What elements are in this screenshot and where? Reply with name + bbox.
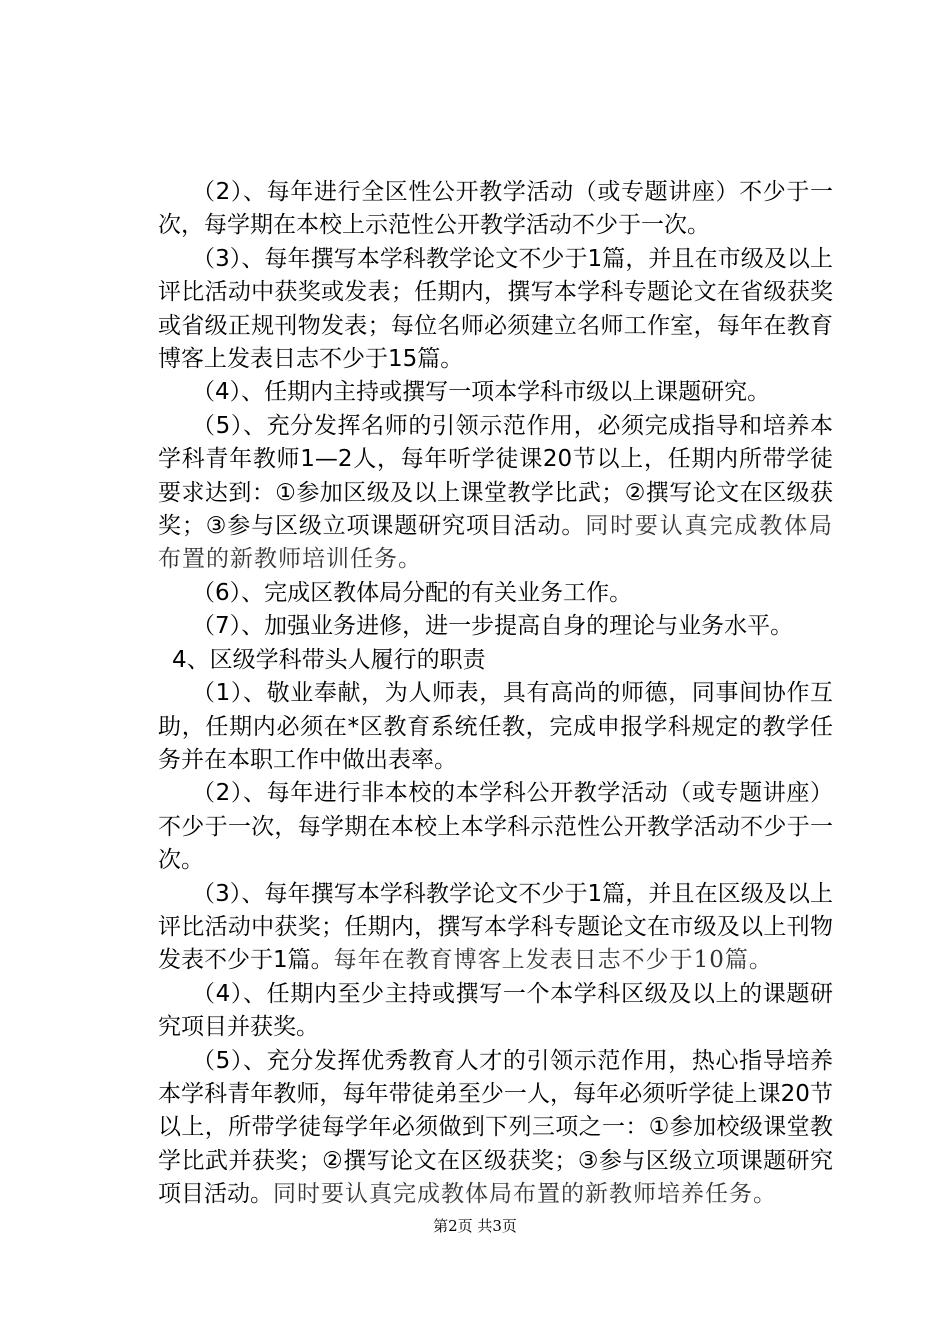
paragraph: （3）、每年撰写本学科教学论文不少于1篇，并且在市级及以上评比活动中获奖或发表；任期内，撰写本学科专题论文在省级获奖或省级正规刊物发表；每位名师必须建立名师工作室，每年在教育博客上发表日志不少于15篇。 [158,245,833,373]
paragraph: （2）、每年进行非本校的本学科公开教学活动（或专题讲座）不少于一次，每学期在本校上本学科示范性公开教学活动不少于一次。 [158,780,833,874]
page-footer: 第2页 共3页 [433,1217,517,1235]
section-heading: 4、区级学科带头人履行的职责 [172,646,486,673]
paragraph: （1）、敬业奉献，为人师表，具有高尚的师德，同事间协作互助，任期内必须在*区教育系统任教，完成申报学科规定的教学任务并在本职工作中做出表率。 [158,680,833,773]
paragraph: （7）、加强业务进修，进一步提高自身的理论与业务水平。 [192,613,794,640]
paragraph-tail: 同时要认真完成教体局布置的新教师培训任务。 [158,513,833,573]
paragraph-tail: 每年在教育博客上发表日志不少于10篇。 [333,947,773,974]
paragraph: （4）、任期内主持或撰写一项本学科市级以上课题研究。 [192,379,771,406]
paragraph: （2）、每年进行全区性公开教学活动（或专题讲座）不少于一次，每学期在本校上示范性公开教学活动不少于一次。 [158,179,833,239]
paragraph: （6）、完成区教体局分配的有关业务工作。 [192,579,633,606]
document-body [158,176,833,1212]
paragraph: （4）、任期内至少主持或撰写一个本学科区级及以上的课题研究项目并获奖。 [158,980,833,1041]
paragraph: （5）、充分发挥优秀教育人才的引领示范作用，热心指导培养本学科青年教师，每年带徒弟至少一人，每年必须听学徒上课20节以上，所带学徒每学年必须做到下列三项之一：①参加校级课堂教学比武并获奖；②撰写论文在区级获奖；③参与区级立项课题研究项目活动。同时要认真完成教体局布置的新教师培养任务。 [158,1047,833,1208]
paragraph: （3）、每年撰写本学科教学论文不少于1篇，并且在区级及以上评比活动中获奖；任期内，撰写本学科专题论文在市级及以上刊物发表不少于1篇。每年在教育博客上发表日志不少于10篇。 [158,880,833,974]
paragraph: （5）、充分发挥名师的引领示范作用，必须完成指导和培养本学科青年教师1—2人，每年听学徒课20节以上，任期内所带学徒要求达到：①参加区级及以上课堂教学比武；②撰写论文在区级获奖；③参与区级立项课题研究项目活动。同时要认真完成教体局布置的新教师培训任务。 [158,412,833,573]
paragraph-tail: 同时要认真完成教体局布置的新教师培养任务。 [273,1181,777,1208]
